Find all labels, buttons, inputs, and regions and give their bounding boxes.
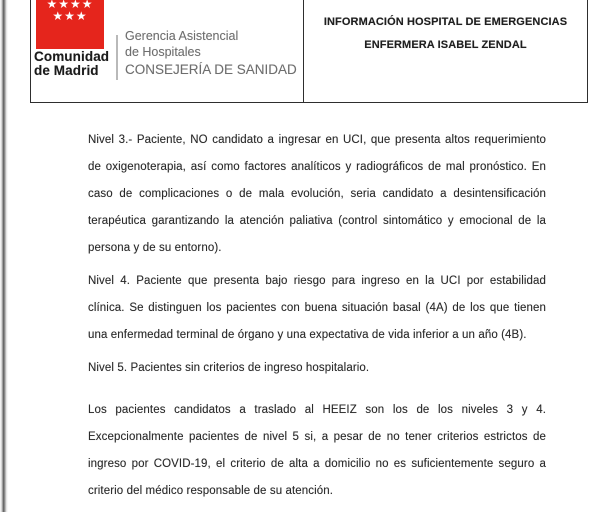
org-name-line2: de Madrid xyxy=(34,62,99,78)
flag-stars-row1: ★★★★ xyxy=(46,0,94,11)
page-scan-edge xyxy=(0,0,8,512)
paragraph-nivel-5: Nivel 5. Pacientes sin criterios de ingreso hospitalario. xyxy=(88,362,370,374)
document-title-line2: ENFERMERA ISABEL ZENDAL xyxy=(364,39,527,51)
document-header xyxy=(30,0,588,103)
org-name xyxy=(34,50,109,77)
paragraph-traslado-criteria: Los pacientes candidatos a traslado al HEEIZ son los de los niveles 3 y 4. Excepcionalmente pacientes de nivel 5 si, a pesar de no tener criterios estrictos de ingreso por COVID-19, el criterio de alta a domicilio no es suficientemente seguro a criterio del médico responsable de su atención. xyxy=(88,404,546,497)
department-line2: de Hospitales xyxy=(125,45,201,59)
flag-stars-row2: ★★★ xyxy=(52,9,88,23)
paragraph-nivel-4: Nivel 4. Paciente que presenta bajo riesgo para ingreso en la UCI por estabilidad clínica. Se distinguen los pacientes con buena situación basal (4A) de los que tienen una enfermedad terminal de órgano y una expectativa de vida inferior a un año (4B). xyxy=(88,275,546,341)
document-title-box xyxy=(303,0,587,102)
org-name-line1: Comunidad xyxy=(34,49,110,64)
department-line1: Gerencia Asistencial xyxy=(125,29,239,43)
header-logo-section xyxy=(31,0,303,102)
department-line3: CONSEJERÍA DE SANIDAD xyxy=(125,62,297,77)
document-title-line1: INFORMACIÓN HOSPITAL DE EMERGENCIAS xyxy=(323,16,568,28)
logo-divider xyxy=(116,35,118,80)
document-body xyxy=(88,127,546,505)
department-name xyxy=(125,28,297,78)
madrid-flag-icon xyxy=(36,0,104,49)
paragraph-nivel-3: Nivel 3.- Paciente, NO candidato a ingresar en UCI, que presenta altos requerimiento de oxigenoterapia, así como factores analíticos y radiográficos de mal pronóstico. En caso de complicaciones o de mala evolución, seria candidato a desintensificación terapéutica garantizando la atención paliativa (control sintomático y emocional de la persona y de su entorno). xyxy=(88,134,546,254)
